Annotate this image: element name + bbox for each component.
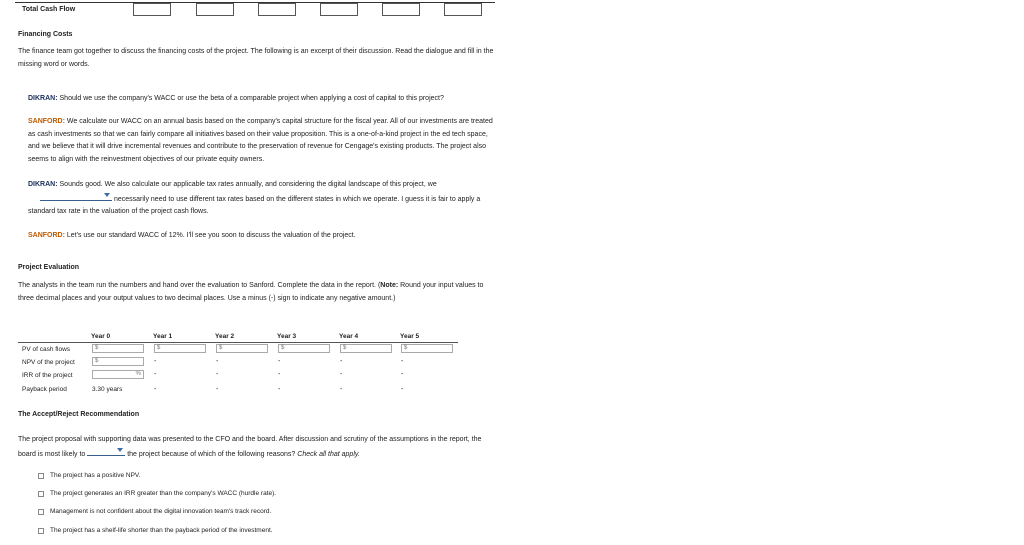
row-label-pv: PV of cash flows: [22, 346, 71, 353]
pv-year0-input[interactable]: $: [92, 344, 144, 353]
recommendation-text: the project because of which of the following reasons?: [127, 451, 296, 458]
option-checkbox-4[interactable]: [38, 528, 44, 534]
total-cash-flow-year2-input[interactable]: [258, 3, 296, 16]
npv-year3-dash: -: [278, 358, 281, 365]
payback-value: 3.30 years: [92, 386, 123, 393]
option-checkbox-3[interactable]: [38, 509, 44, 515]
dialogue-line-4: [28, 230, 498, 243]
payback-year5-dash: -: [401, 386, 404, 393]
dialogue-text: Sounds good. We also calculate our applicable tax rates annually, and considering the digital landscape of this project, we: [59, 181, 437, 188]
chevron-down-icon: [117, 448, 123, 452]
speaker-dikran: DIKRAN:: [28, 181, 58, 188]
total-cash-flow-label: Total Cash Flow: [22, 6, 76, 13]
total-cash-flow-year5-input[interactable]: [444, 3, 482, 16]
evaluation-heading: Project Evaluation: [18, 264, 80, 271]
chevron-down-icon: [104, 193, 110, 197]
evaluation-intro-text: Round your input values to three decimal places and your output values to two decimal places. Use a minus (-) sign to indicate any negative amount.): [18, 282, 484, 302]
payback-year4-dash: -: [340, 386, 343, 393]
speaker-sanford: SANFORD:: [28, 232, 65, 239]
dialogue-line-2: [28, 116, 494, 166]
total-cash-flow-year3-input[interactable]: [320, 3, 358, 16]
col-year-3: Year 3: [277, 333, 297, 340]
payback-year1-dash: -: [154, 386, 157, 393]
total-cash-flow-year0-input[interactable]: [133, 3, 171, 16]
option-label-4: The project has a shelf-life shorter than the payback period of the investment.: [50, 527, 273, 534]
check-all-hint: Check all that apply.: [297, 451, 360, 458]
table-header-divider: [18, 342, 458, 343]
tax-rate-dropdown[interactable]: [40, 192, 112, 201]
option-label-2: The project generates an IRR greater than the company's WACC (hurdle rate).: [50, 490, 277, 497]
pv-year1-input[interactable]: $: [154, 344, 206, 353]
payback-year3-dash: -: [278, 386, 281, 393]
option-checkbox-1[interactable]: [38, 473, 44, 479]
speaker-sanford: SANFORD:: [28, 118, 65, 125]
recommendation-line2: [18, 447, 508, 462]
npv-year2-dash: -: [216, 358, 219, 365]
row-label-payback: Payback period: [22, 386, 67, 393]
evaluation-intro: [18, 280, 498, 305]
pv-year3-input[interactable]: $: [278, 344, 330, 353]
irr-year3-dash: -: [278, 371, 281, 378]
recommendation-text: board is most likely to: [18, 451, 86, 458]
pv-year4-input[interactable]: $: [340, 344, 392, 353]
pv-year2-input[interactable]: $: [216, 344, 268, 353]
irr-year1-dash: -: [154, 371, 157, 378]
financing-heading: Financing Costs: [18, 31, 73, 38]
total-cash-flow-year4-input[interactable]: [382, 3, 420, 16]
recommendation-heading: The Accept/Reject Recommendation: [18, 411, 140, 418]
col-year-1: Year 1: [153, 333, 173, 340]
dialogue-line-3: [28, 179, 494, 219]
irr-year5-dash: -: [401, 371, 404, 378]
npv-year4-dash: -: [340, 358, 343, 365]
dialogue-text: Should we use the company's WACC or use the beta of a comparable project when applying a cost of capital to this project?: [59, 95, 444, 102]
option-label-3: Management is not confident about the digital innovation team's track record.: [50, 508, 272, 515]
col-year-2: Year 2: [215, 333, 235, 340]
note-label: Note:: [380, 282, 399, 289]
top-divider: [15, 2, 495, 3]
recommendation-intro: The project proposal with supporting data was presented to the CFO and the board. After discussion and scrutiny of the assumptions in the report, the: [18, 436, 482, 443]
accept-reject-dropdown[interactable]: [87, 447, 125, 456]
npv-year5-dash: -: [401, 358, 404, 365]
col-year-5: Year 5: [400, 333, 420, 340]
irr-year2-dash: -: [216, 371, 219, 378]
dialogue-text: Let's use our standard WACC of 12%. I'll see you soon to discuss the valuation of the project.: [66, 232, 356, 239]
financing-intro: The finance team got together to discuss the financing costs of the project. The following is an excerpt of their discussion. Read the dialogue and fill in the missing word or words.: [18, 48, 494, 68]
irr-input[interactable]: %: [92, 370, 144, 379]
pv-year5-input[interactable]: $: [401, 344, 453, 353]
col-year-0: Year 0: [91, 333, 111, 340]
option-label-1: The project has a positive NPV.: [50, 472, 141, 479]
dialogue-text: necessarily need to use different tax rates based on the different states in which we operate. I guess it is fair to apply a standard tax rate in the valuation of the project cash flows.: [28, 195, 481, 215]
row-label-npv: NPV of the project: [22, 359, 75, 366]
dialogue-text: We calculate our WACC on an annual basis based on the company's capital structure for the fiscal year. All of our investments are treated as cash investments so that we can fairly compare all initiatives based on their value proposition. This is a one-of-a-kind project in the ed tech space, and we believe that it will drive incremental revenues and contribute to the preservation of revenue for Cengage's existing products. The project also seems to align with the reinvestment objectives of our private equity owners.: [28, 118, 493, 163]
speaker-dikran: DIKRAN:: [28, 95, 58, 102]
evaluation-intro-text: The analysts in the team run the numbers and hand over the evaluation to Sanford. Complete the data in the report. (: [18, 282, 381, 289]
col-year-4: Year 4: [339, 333, 359, 340]
row-label-irr: IRR of the project: [22, 372, 73, 379]
option-checkbox-2[interactable]: [38, 491, 44, 497]
npv-year1-dash: -: [154, 358, 157, 365]
npv-input[interactable]: $: [92, 357, 144, 366]
dialogue-line-1: [28, 93, 498, 106]
total-cash-flow-year1-input[interactable]: [196, 3, 234, 16]
payback-year2-dash: -: [216, 386, 219, 393]
irr-year4-dash: -: [340, 371, 343, 378]
